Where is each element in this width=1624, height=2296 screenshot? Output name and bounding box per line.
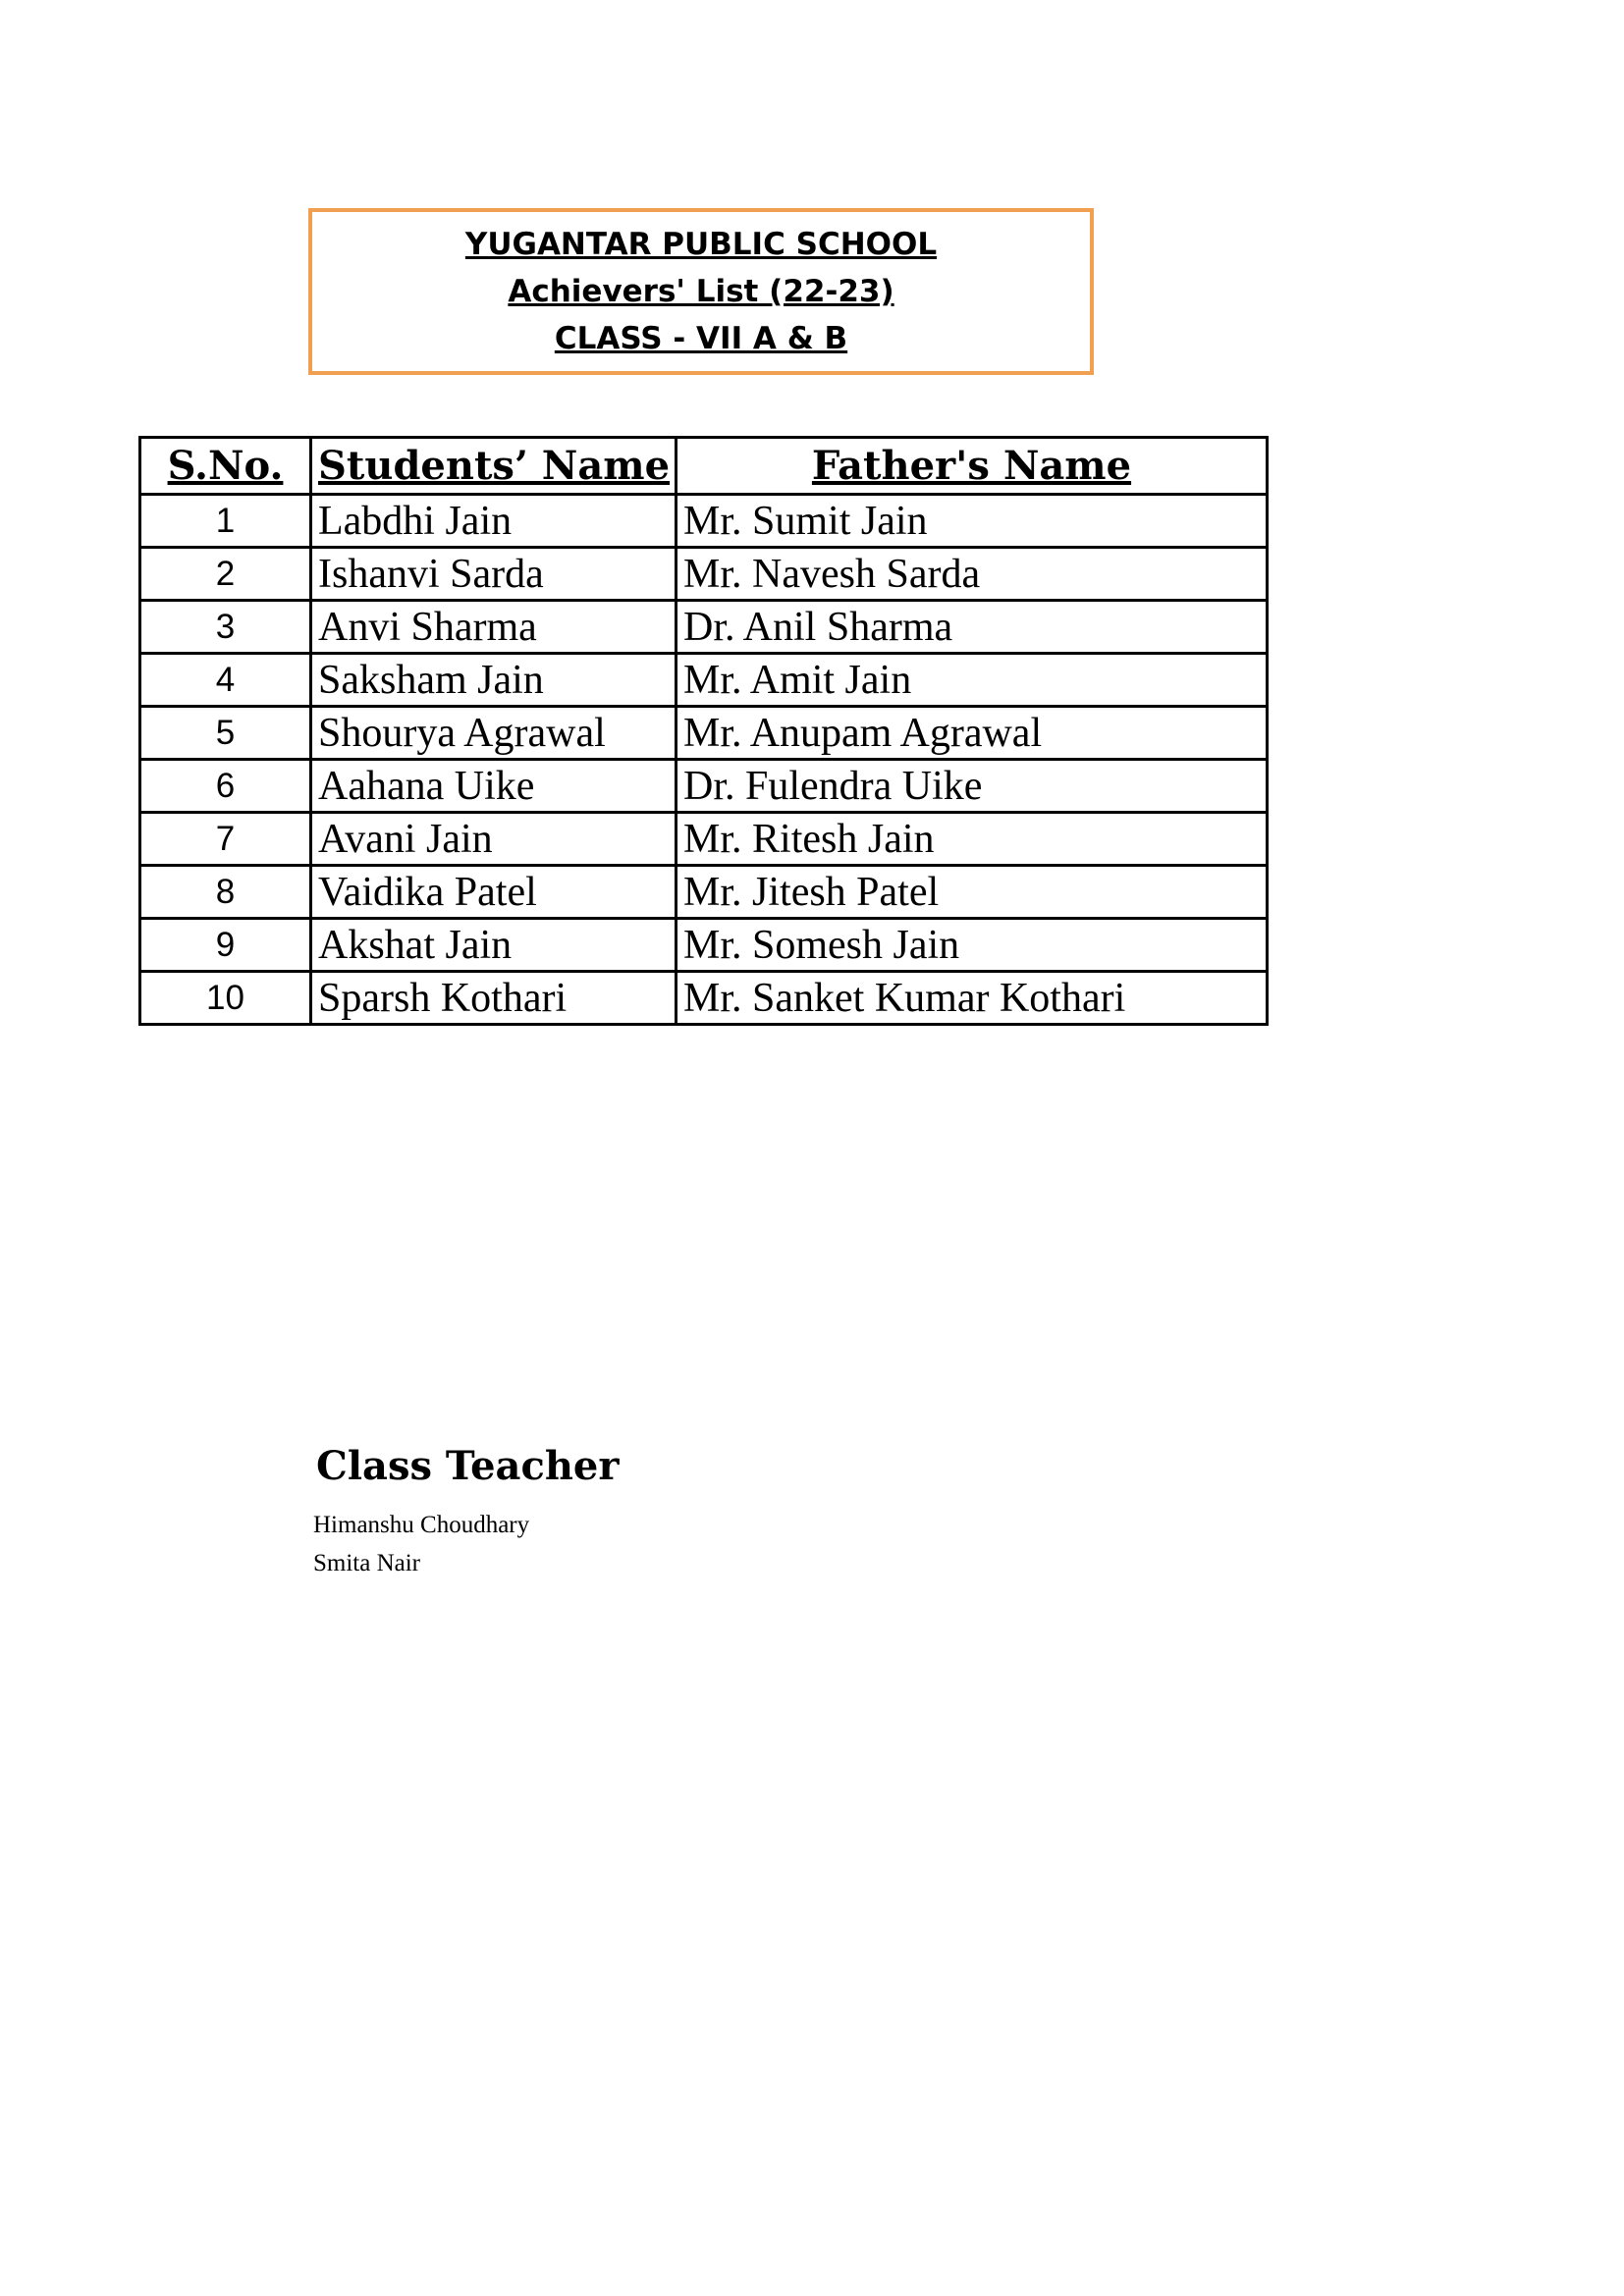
- student-name-cell: Anvi Sharma: [311, 601, 677, 654]
- teacher-name: Himanshu Choudhary: [313, 1512, 530, 1538]
- father-name-cell: Dr. Anil Sharma: [677, 601, 1268, 654]
- achievers-table: [138, 436, 1269, 1026]
- student-name-cell: Akshat Jain: [311, 919, 677, 972]
- father-name-cell: Mr. Sumit Jain: [677, 495, 1268, 548]
- teacher-name: Smita Nair: [313, 1550, 421, 1576]
- father-name-cell: Mr. Ritesh Jain: [677, 813, 1268, 866]
- student-name-cell: Saksham Jain: [311, 654, 677, 707]
- table-row: [140, 601, 1268, 654]
- column-header-student-name: Students’ Name: [311, 438, 677, 495]
- school-name: YUGANTAR PUBLIC SCHOOL: [464, 227, 938, 262]
- student-name-cell: Avani Jain: [311, 813, 677, 866]
- father-name-cell: Mr. Jitesh Patel: [677, 866, 1268, 919]
- school-header-box: [308, 208, 1094, 375]
- class-label: CLASS - VII A & B: [554, 321, 848, 356]
- student-name-cell: Ishanvi Sarda: [311, 548, 677, 601]
- table-row: [140, 654, 1268, 707]
- sno-cell: 2: [140, 548, 311, 601]
- class-teacher-heading: Class Teacher: [316, 1443, 620, 1489]
- sno-cell: 8: [140, 866, 311, 919]
- student-name-cell: Aahana Uike: [311, 760, 677, 813]
- table-row: [140, 548, 1268, 601]
- list-title: Achievers' List (22-23): [508, 274, 894, 309]
- table-row: [140, 707, 1268, 760]
- father-name-cell: Mr. Sanket Kumar Kothari: [677, 972, 1268, 1025]
- student-name-cell: Shourya Agrawal: [311, 707, 677, 760]
- table-row: [140, 760, 1268, 813]
- student-name-cell: Labdhi Jain: [311, 495, 677, 548]
- sno-cell: 9: [140, 919, 311, 972]
- sno-cell: 10: [140, 972, 311, 1025]
- table-header-row: [140, 438, 1268, 495]
- column-header-father-name: Father's Name: [677, 438, 1268, 495]
- sno-cell: 5: [140, 707, 311, 760]
- table-row: [140, 866, 1268, 919]
- table-row: [140, 972, 1268, 1025]
- student-name-cell: Vaidika Patel: [311, 866, 677, 919]
- sno-cell: 7: [140, 813, 311, 866]
- father-name-cell: Dr. Fulendra Uike: [677, 760, 1268, 813]
- sno-cell: 3: [140, 601, 311, 654]
- sno-cell: 6: [140, 760, 311, 813]
- table-row: [140, 919, 1268, 972]
- father-name-cell: Mr. Navesh Sarda: [677, 548, 1268, 601]
- father-name-cell: Mr. Somesh Jain: [677, 919, 1268, 972]
- table-row: [140, 813, 1268, 866]
- sno-cell: 4: [140, 654, 311, 707]
- sno-cell: 1: [140, 495, 311, 548]
- table-row: [140, 495, 1268, 548]
- father-name-cell: Mr. Anupam Agrawal: [677, 707, 1268, 760]
- student-name-cell: Sparsh Kothari: [311, 972, 677, 1025]
- column-header-sno: S.No.: [140, 438, 311, 495]
- father-name-cell: Mr. Amit Jain: [677, 654, 1268, 707]
